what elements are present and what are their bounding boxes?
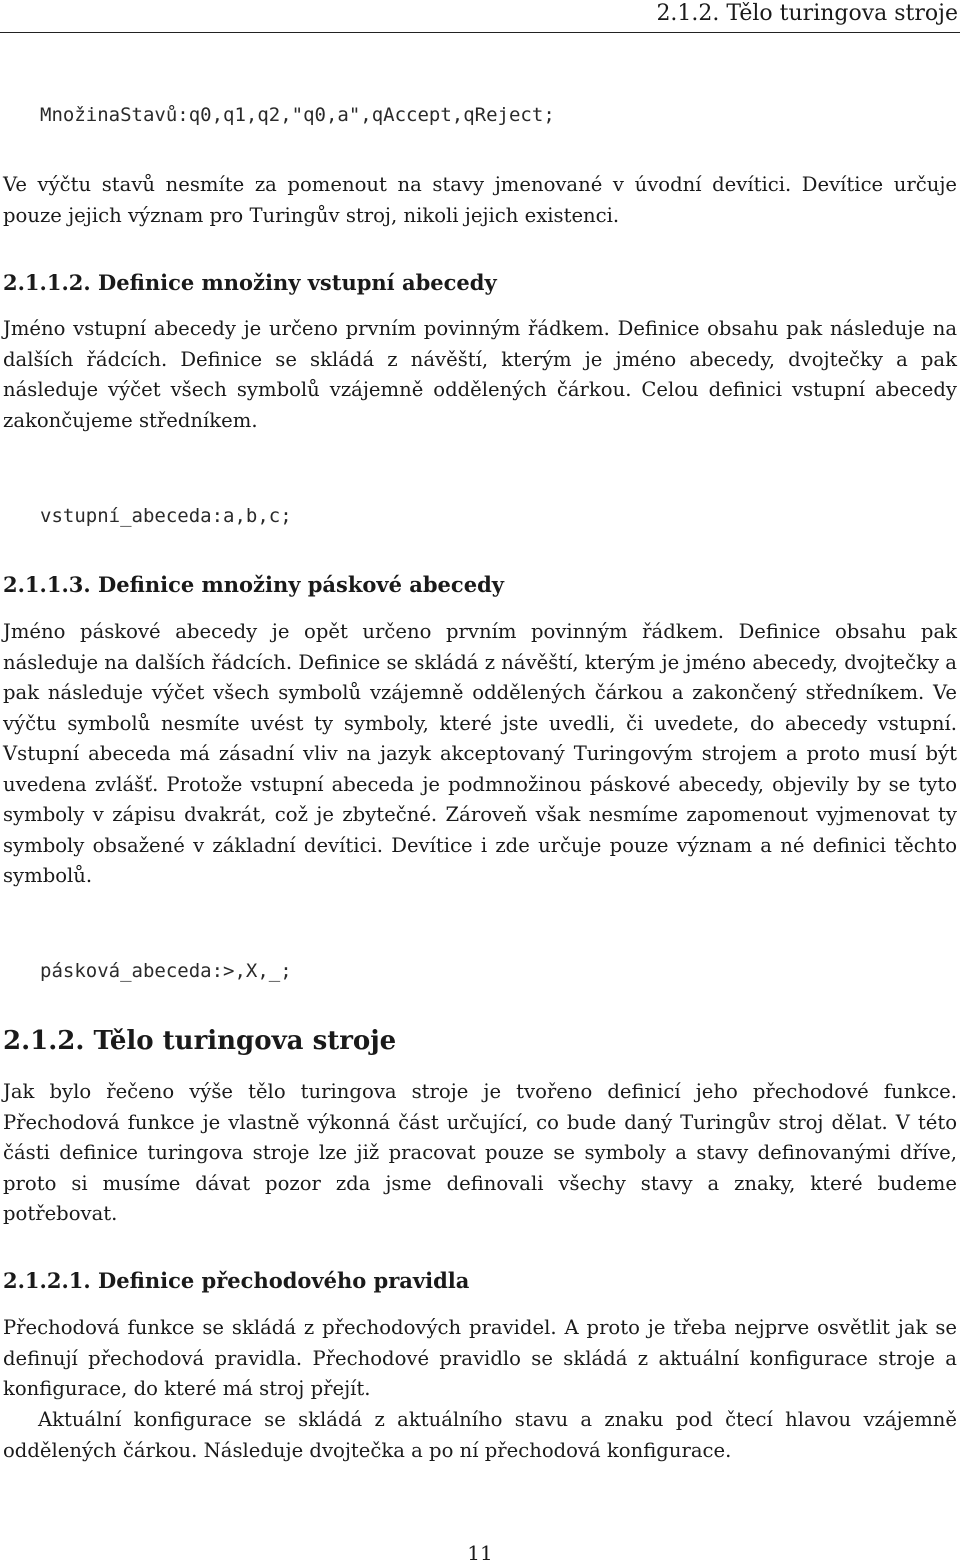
paragraph-tape-alphabet: Jméno páskové abecedy je opět určeno prvním povinným řádkem. Definice obsahu pak následuje na dalších řádcích. Definice se skládá z návěští, kterým je jméno abecedy, dvojtečky a pak následuje výčet všech symbolů vzájemně oddělených čárkou a zakončený středníkem. Ve výčtu symbolů nesmíte uvést ty symboly, které jste uvedli, či uvedete, do abecedy vstupní. Vstupní abeceda má zásadní vliv na jazyk akceptovaný Turingovým strojem a proto musí být uvedena zvlášť. Protože vstupní abeceda je podmnožinou páskové abecedy, objevily by se tyto symboly v zápisu dvakrát, což je zbytečné. Zároveň však nesmíme zapomenout vyjmenovat ty symboly obsažené v základní devítici. Devítice i zde určuje pouze význam a né definici těchto symbolů. <box>3 620 957 887</box>
paragraph-machine-body: Jak bylo řečeno výše tělo turingova stroje je tvořeno definicí jeho přechodové funkce. Přechodová funkce je vlastně výkonná část určující, co bude daný Turingův stroj dělat. V této části definice turingova stroje lze již pracovat pouze se symboly a stavy definovanými dříve, proto si musíme dávat pozor zda jsme definovali všechy stavy a znaky, které budeme potřebovat. <box>3 1080 957 1225</box>
header-rule <box>0 32 960 33</box>
running-head: 2.1.2. Tělo turingova stroje <box>656 1 958 26</box>
paragraph-input-alphabet: Jméno vstupní abecedy je určeno prvním povinným řádkem. Definice obsahu pak následuje na dalších řádcích. Definice se skládá z návěští, kterým je jméno abecedy, dvojtečky a pak následuje výčet všech symbolů vzájemně oddělených čárkou. Celou definici vstupní abecedy zakončujeme středníkem. <box>3 317 957 432</box>
heading-input-alphabet: 2.1.1.2. Definice množiny vstupní abecedy <box>3 270 497 295</box>
paragraph-transition-rule-1: Přechodová funkce se skládá z přechodových pravidel. A proto je třeba nejprve osvětlit jak se definují přechodová pravidla. Přechodové pravidlo se skládá z aktuální konfigurace stroje a konfigurace, do které má stroj přejít. <box>3 1316 957 1400</box>
code-tape-alphabet: pásková_abeceda:>,X,_; <box>40 960 292 982</box>
paragraph-transition-rule-2: Aktuální konfigurace se skládá z aktuálního stavu a znaku pod čtecí hlavou vzájemně oddělených čárkou. Následuje dvojtečka a po ní přechodová konfigurace. <box>3 1408 957 1462</box>
code-input-alphabet: vstupní_abeceda:a,b,c; <box>40 505 292 527</box>
heading-tape-alphabet: 2.1.1.3. Definice množiny páskové abecedy <box>3 572 504 597</box>
heading-transition-rule: 2.1.2.1. Definice přechodového pravidla <box>3 1268 470 1293</box>
page-number: 11 <box>467 1541 493 1565</box>
paragraph-states-note: Ve výčtu stavů nesmíte za pomenout na stavy jmenované v úvodní devítici. Devítice určuje pouze jejich význam pro Turingův stroj, nikoli jejich existenci. <box>3 173 957 227</box>
heading-machine-body: 2.1.2. Tělo turingova stroje <box>3 1026 397 1056</box>
code-states-definition: MnožinaStavů:q0,q1,q2,"q0,a",qAccept,qReject; <box>40 104 555 126</box>
